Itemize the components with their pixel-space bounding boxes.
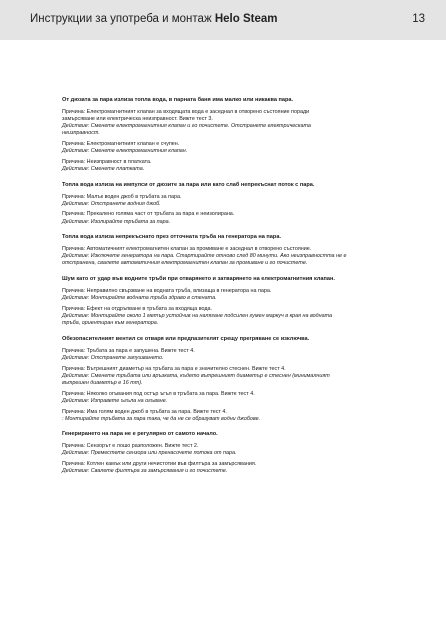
cause-text: Причина: Електромагнитният клапан е счупен. [62, 140, 180, 147]
section-title: Генерирането на пара не е регулярно от самото начало. [62, 431, 218, 438]
header-title [30, 13, 277, 25]
action-text: отстранена, свалете автоматичния електромагнитен клапан за промиване и го почистете. [62, 260, 308, 267]
cause-text: Причина: Електромагнитният клапан за входящата вода е заседнал в отворено състояние поради [62, 108, 310, 115]
troubleshooting-section [62, 234, 402, 267]
cause-action-entry [62, 409, 402, 423]
action-text: Действие: Отстранете запушването. [62, 354, 164, 361]
section-title: Шум като от удар във водните тръби при отварянето и затварянето на електромагнитния клапан. [62, 276, 335, 283]
cause-text: Причина: Няколко огъвания под остър ъгъл в тръбата за пара. Вижте тест 4. [62, 390, 255, 397]
cause-text: Причина: Автоматичният електромагнитен клапан за промиване е заседнал в отворено състояние. [62, 246, 312, 253]
cause-text: Причина: Тръбата за пара е запушена. Вижте тест 4. [62, 347, 195, 354]
action-text: Действие: Монтирайте водната тръба здраво в стената. [62, 295, 217, 302]
cause-action-entry [62, 306, 402, 327]
action-text: Действие: Отстранете водния джоб. [62, 200, 161, 207]
cause-action-entry [62, 109, 402, 138]
cause-text: Причина: Сензорът е лошо разположен. Вижте тест 2. [62, 443, 199, 450]
action-text: Действие: Сменете електромагнитния клапан и го почистете. Отстранете електрическата [62, 123, 311, 130]
cause-action-entry [62, 461, 402, 475]
action-text: тръба, ориентиран към генератора. [62, 320, 159, 327]
section-title: Топла вода излиза непрекъснато през отточната тръба на генератора на пара. [62, 234, 282, 241]
troubleshooting-section [62, 97, 402, 173]
troubleshooting-section [62, 431, 402, 475]
cause-text: Причина: Малък воден джоб в тръбата за пара. [62, 193, 182, 200]
page-number: 13 [412, 13, 425, 25]
page-header [0, 0, 446, 40]
cause-text: Причина: Има голям воден джоб в тръбата за пара. Вижте тест 4. [62, 408, 227, 415]
cause-action-entry [62, 443, 402, 457]
cause-action-entry [62, 288, 402, 302]
cause-action-entry [62, 366, 402, 387]
troubleshooting-section [62, 182, 402, 226]
action-text: Действие: Свалете филтъра за замърсявания и го почистете. [62, 468, 228, 475]
header-title-brand: Helo Steam [214, 13, 278, 25]
cause-action-entry [62, 348, 402, 362]
cause-text: Причина: Вътрешният диаметър на тръбата за пара е значително стеснен. Вижте тест 4. [62, 365, 286, 372]
cause-text: Причина: Неизправност в платката. [62, 158, 152, 165]
cause-text: Причина: Котлен камък или други нечистотии във филтъра за замърсявания. [62, 461, 257, 468]
troubleshooting-content [62, 97, 402, 484]
action-text: Действие: Изолирайте тръбата за пара. [62, 218, 171, 225]
cause-action-entry [62, 211, 402, 225]
cause-text: Причина: Ефект на отдръпване в тръбата за входяща вода. [62, 305, 213, 312]
header-title-prefix: Инструкции за употреба и монтаж [30, 13, 215, 25]
cause-action-entry [62, 391, 402, 405]
action-text: неизправност. [62, 130, 100, 137]
action-text: Действие: Сменете тръбата или връзката, където вътрешният диаметър е стеснен (минималният [62, 372, 330, 379]
troubleshooting-section [62, 276, 402, 327]
cause-text: Причина: Неправилно свързване на водната тръба, влизаща в генератора на пара. [62, 287, 272, 294]
action-text: Действие: Преместете сензора или пренасочете потока от пара. [62, 450, 237, 457]
section-title: Обезопасителният вентил се отваря или предпазителят срещу прегряване се изключва. [62, 335, 310, 342]
cause-text: Причина: Прекалено голяма част от тръбата за пара е неизолирана. [62, 211, 235, 218]
action-text: Действие: Сменете платката. [62, 166, 145, 173]
cause-action-entry [62, 246, 402, 267]
cause-text: замърсяване или електрическа неизправност. Вижте тест 3. [62, 115, 213, 122]
cause-action-entry [62, 159, 402, 173]
troubleshooting-section [62, 336, 402, 423]
cause-action-entry [62, 194, 402, 208]
section-title: Топла вода излиза на импулси от дюзите за пара или като слаб непрекъснат поток с пара. [62, 181, 315, 188]
section-title: От дюзата за пара излиза топла вода, в парната баня има малко или никаква пара. [62, 97, 294, 103]
action-text: Действие: Монтирайте около 1 метър устойчив на налягане подсилен гумен маркуч в края на водната [62, 312, 333, 319]
action-text: Действие: Сменете електромагнитния клапан. [62, 148, 188, 155]
action-text: Действие: Изправете ъгъла на огъване. [62, 397, 168, 404]
action-text: вътрешен диаметър е 16 mm). [62, 379, 143, 386]
cause-action-entry [62, 141, 402, 155]
action-text: Действие: Изключете генератора на пара. Стартирайте отново след 80 минути. Ако неизправността не е [62, 253, 347, 260]
action-text: : Монтирайте тръбата за пара така, че да не се образуват водни джобове. [62, 415, 261, 422]
